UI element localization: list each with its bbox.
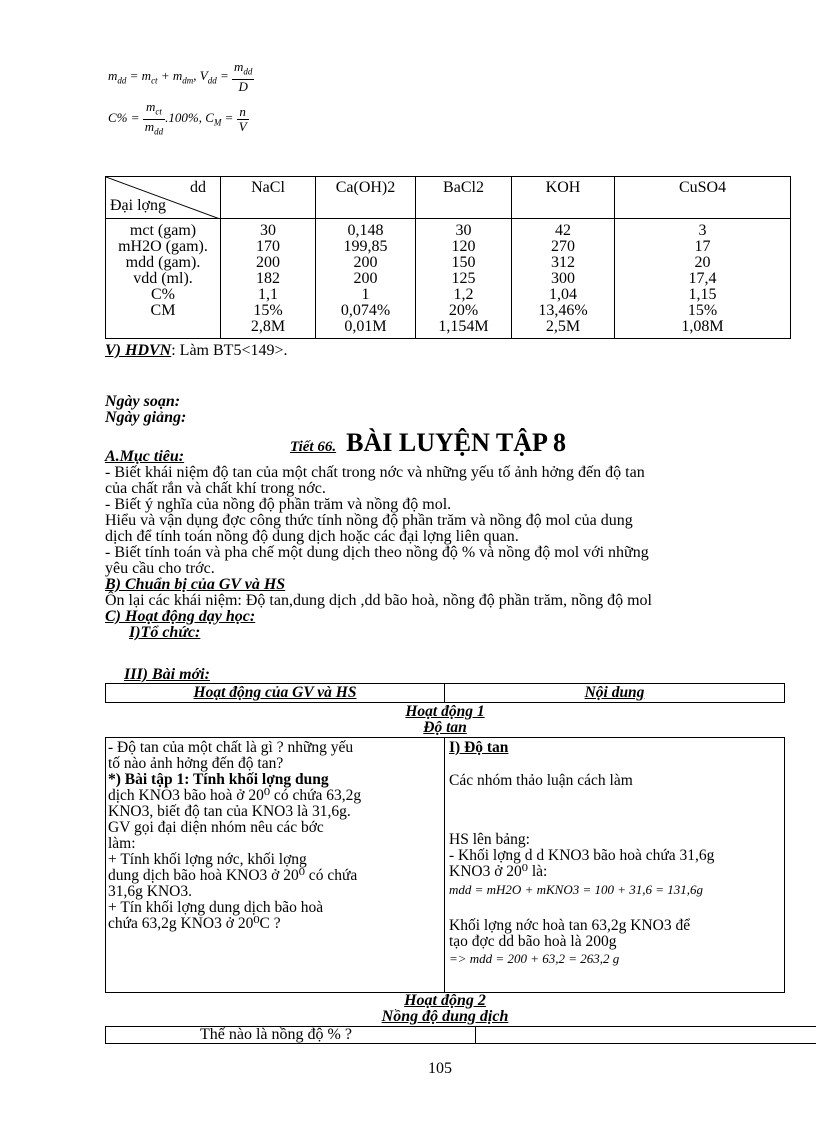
column-nacl: 30 170 200 182 1,1 15% 2,8M bbox=[221, 219, 316, 339]
solution-data-table bbox=[105, 176, 791, 339]
left-line: dịch KNO3 bão hoà ở 20⁰ có chứa 63,2g bbox=[108, 787, 362, 804]
objective-line: yêu cầu cho trớc. bbox=[105, 560, 215, 577]
header-nacl: NaCl bbox=[221, 177, 316, 219]
right-line: Khối lợng nớc hoà tan 63,2g KNO3 để bbox=[449, 917, 691, 934]
homework-text: : Làm BT5<149>. bbox=[171, 342, 288, 359]
organization-heading: I)Tổ chức: bbox=[129, 624, 201, 641]
row-label: mdd (gam). bbox=[125, 254, 201, 271]
left-line: làm: bbox=[108, 835, 136, 852]
page-number: 105 bbox=[428, 1060, 452, 1077]
row-label: C% bbox=[151, 286, 175, 303]
objectives-section bbox=[105, 449, 781, 641]
activity-2-title: Hoạt động 2 bbox=[404, 992, 486, 1009]
preparation-text: Ôn lại các khái niệm: Độ tan,dung dịch ,dd bão hoà, nồng độ phần trăm, nồng độ mol bbox=[105, 592, 652, 609]
objective-line: của chất rắn và chất khí trong nớc. bbox=[105, 480, 326, 497]
right-line: HS lên bảng: bbox=[449, 831, 530, 848]
ngay-soan: Ngày soạn: bbox=[105, 393, 181, 410]
right-line: KNO3 ở 20⁰ là: bbox=[449, 863, 548, 880]
left-line: - Độ tan của một chất là gì ? những yếu bbox=[108, 739, 354, 756]
left-line: chứa 63,2g KNO3 ở 20⁰C ? bbox=[108, 915, 281, 932]
formula-mass-volume: $m_{dd} = m_{ct} + m_{dm}$, $V_{dd}$ = $\frac{m_{dd}}{D}$ bbox=[108, 59, 253, 94]
objective-line: dịch để tính toán nồng độ dung dịch hoặc các đại lợng liên quan. bbox=[105, 528, 519, 545]
page-title: BÀI LUYỆN TẬP 8 bbox=[346, 428, 566, 457]
new-lesson-heading: III) Bài mới: bbox=[124, 666, 210, 683]
row-label: CM bbox=[150, 302, 176, 319]
activity-1-subtitle: Độ tan bbox=[423, 719, 467, 736]
corner-top-label: dd bbox=[190, 179, 206, 196]
corner-bottom-label: Đại lợng bbox=[110, 197, 167, 214]
col-header-activities: Hoạt động của GV và HS bbox=[106, 684, 445, 703]
ngay-giang: Ngày giảng: bbox=[105, 409, 187, 426]
activity-1-right bbox=[445, 738, 785, 993]
left-line: tố nào ảnh hởng đến độ tan? bbox=[108, 755, 284, 772]
activity-2-subtitle: Nồng độ dung dịch bbox=[381, 1008, 509, 1025]
right-line: - Khối lợng d d KNO3 bão hoà chứa 31,6g bbox=[449, 847, 715, 864]
equation-2: => mdd = 200 + 63,2 = 263,2 g bbox=[449, 951, 620, 966]
left-line: dung dịch bão hoà KNO3 ở 20⁰ có chứa bbox=[108, 867, 358, 884]
percent-question: Thế nào là nồng độ % ? bbox=[200, 1026, 352, 1043]
lesson-number: Tiết 66. bbox=[290, 439, 337, 455]
formula-concentration: C% = $\frac{m_{ct}}{m_{dd}}$ .100%, $C_M$ = $\frac{n}{V}$ bbox=[108, 99, 247, 137]
activity-1-title: Hoạt động 1 bbox=[405, 703, 485, 720]
activity-1-header bbox=[106, 703, 785, 738]
column-bacl2: 30 120 150 125 1,2 20% 1,154M bbox=[416, 219, 512, 339]
preparation-heading: B) Chuẩn bị của GV và HS bbox=[105, 576, 286, 593]
header-caoh2: Ca(OH)2 bbox=[316, 177, 416, 219]
activity-table bbox=[105, 683, 785, 993]
row-labels-cell bbox=[106, 219, 221, 339]
activity-2-header bbox=[105, 993, 785, 1025]
homework-line bbox=[105, 343, 288, 359]
objective-line: - Biết khái niệm độ tan của một chất trong nớc và những yếu tố ảnh hởng đến độ tan bbox=[105, 464, 645, 481]
column-cuso4: 3 17 20 17,4 1,15 15% 1,08M bbox=[615, 219, 791, 339]
right-line: Các nhóm thảo luận cách làm bbox=[449, 772, 633, 789]
column-caoh2: 0,148 199,85 200 200 1 0,074% 0,01M bbox=[316, 219, 416, 339]
left-line: KNO3, biết độ tan của KNO3 là 31,6g. bbox=[108, 803, 351, 820]
objective-line: Hiểu và vận dụng đợc công thức tính nồng độ phần trăm và nồng độ mol của dung bbox=[105, 512, 633, 529]
objectives-heading: A.Mục tiêu: bbox=[105, 448, 185, 465]
exercise-1: *) Bài tập 1: Tính khối lợng dung bbox=[108, 771, 329, 788]
objective-line: - Biết ý nghĩa của nồng độ phần trăm và nồng độ mol. bbox=[105, 496, 452, 513]
homework-label: V) HDVN bbox=[105, 342, 172, 359]
left-line: GV gọi đại diện nhóm nêu các bớc bbox=[108, 819, 324, 836]
left-line: + Tính khối lợng nớc, khối lợng bbox=[108, 851, 307, 868]
col-header-content: Nội dung bbox=[445, 684, 785, 703]
left-line: + Tín khối lợng dung dịch bão hoà bbox=[108, 899, 324, 916]
right-line: tạo đợc dd bão hoà là 200g bbox=[449, 933, 617, 950]
header-cuso4: CuSO4 bbox=[615, 177, 791, 219]
row-label: mct (gam) bbox=[129, 222, 197, 239]
activity-1-left bbox=[106, 738, 445, 993]
equation-1: mdd = mH2O + mKNO3 = 100 + 31,6 = 131,6g bbox=[449, 882, 704, 897]
objective-line: - Biết tính toán và pha chế một dung dịch theo nồng độ % và nồng độ mol với những bbox=[105, 544, 649, 561]
activity-2-right-cell bbox=[475, 1026, 816, 1044]
row-label: mH2O (gam). bbox=[118, 238, 208, 255]
activities-heading: C) Hoạt động dạy học: bbox=[105, 608, 256, 625]
row-label: vdd (ml). bbox=[133, 270, 193, 287]
activity-2-left-cell bbox=[105, 1026, 476, 1044]
header-bacl2: BaCl2 bbox=[416, 177, 512, 219]
column-koh: 42 270 312 300 1,04 13,46% 2,5M bbox=[512, 219, 615, 339]
corner-cell bbox=[106, 177, 221, 219]
header-koh: KOH bbox=[512, 177, 615, 219]
left-line: 31,6g KNO3. bbox=[108, 883, 192, 900]
solubility-heading: I) Độ tan bbox=[449, 739, 509, 756]
